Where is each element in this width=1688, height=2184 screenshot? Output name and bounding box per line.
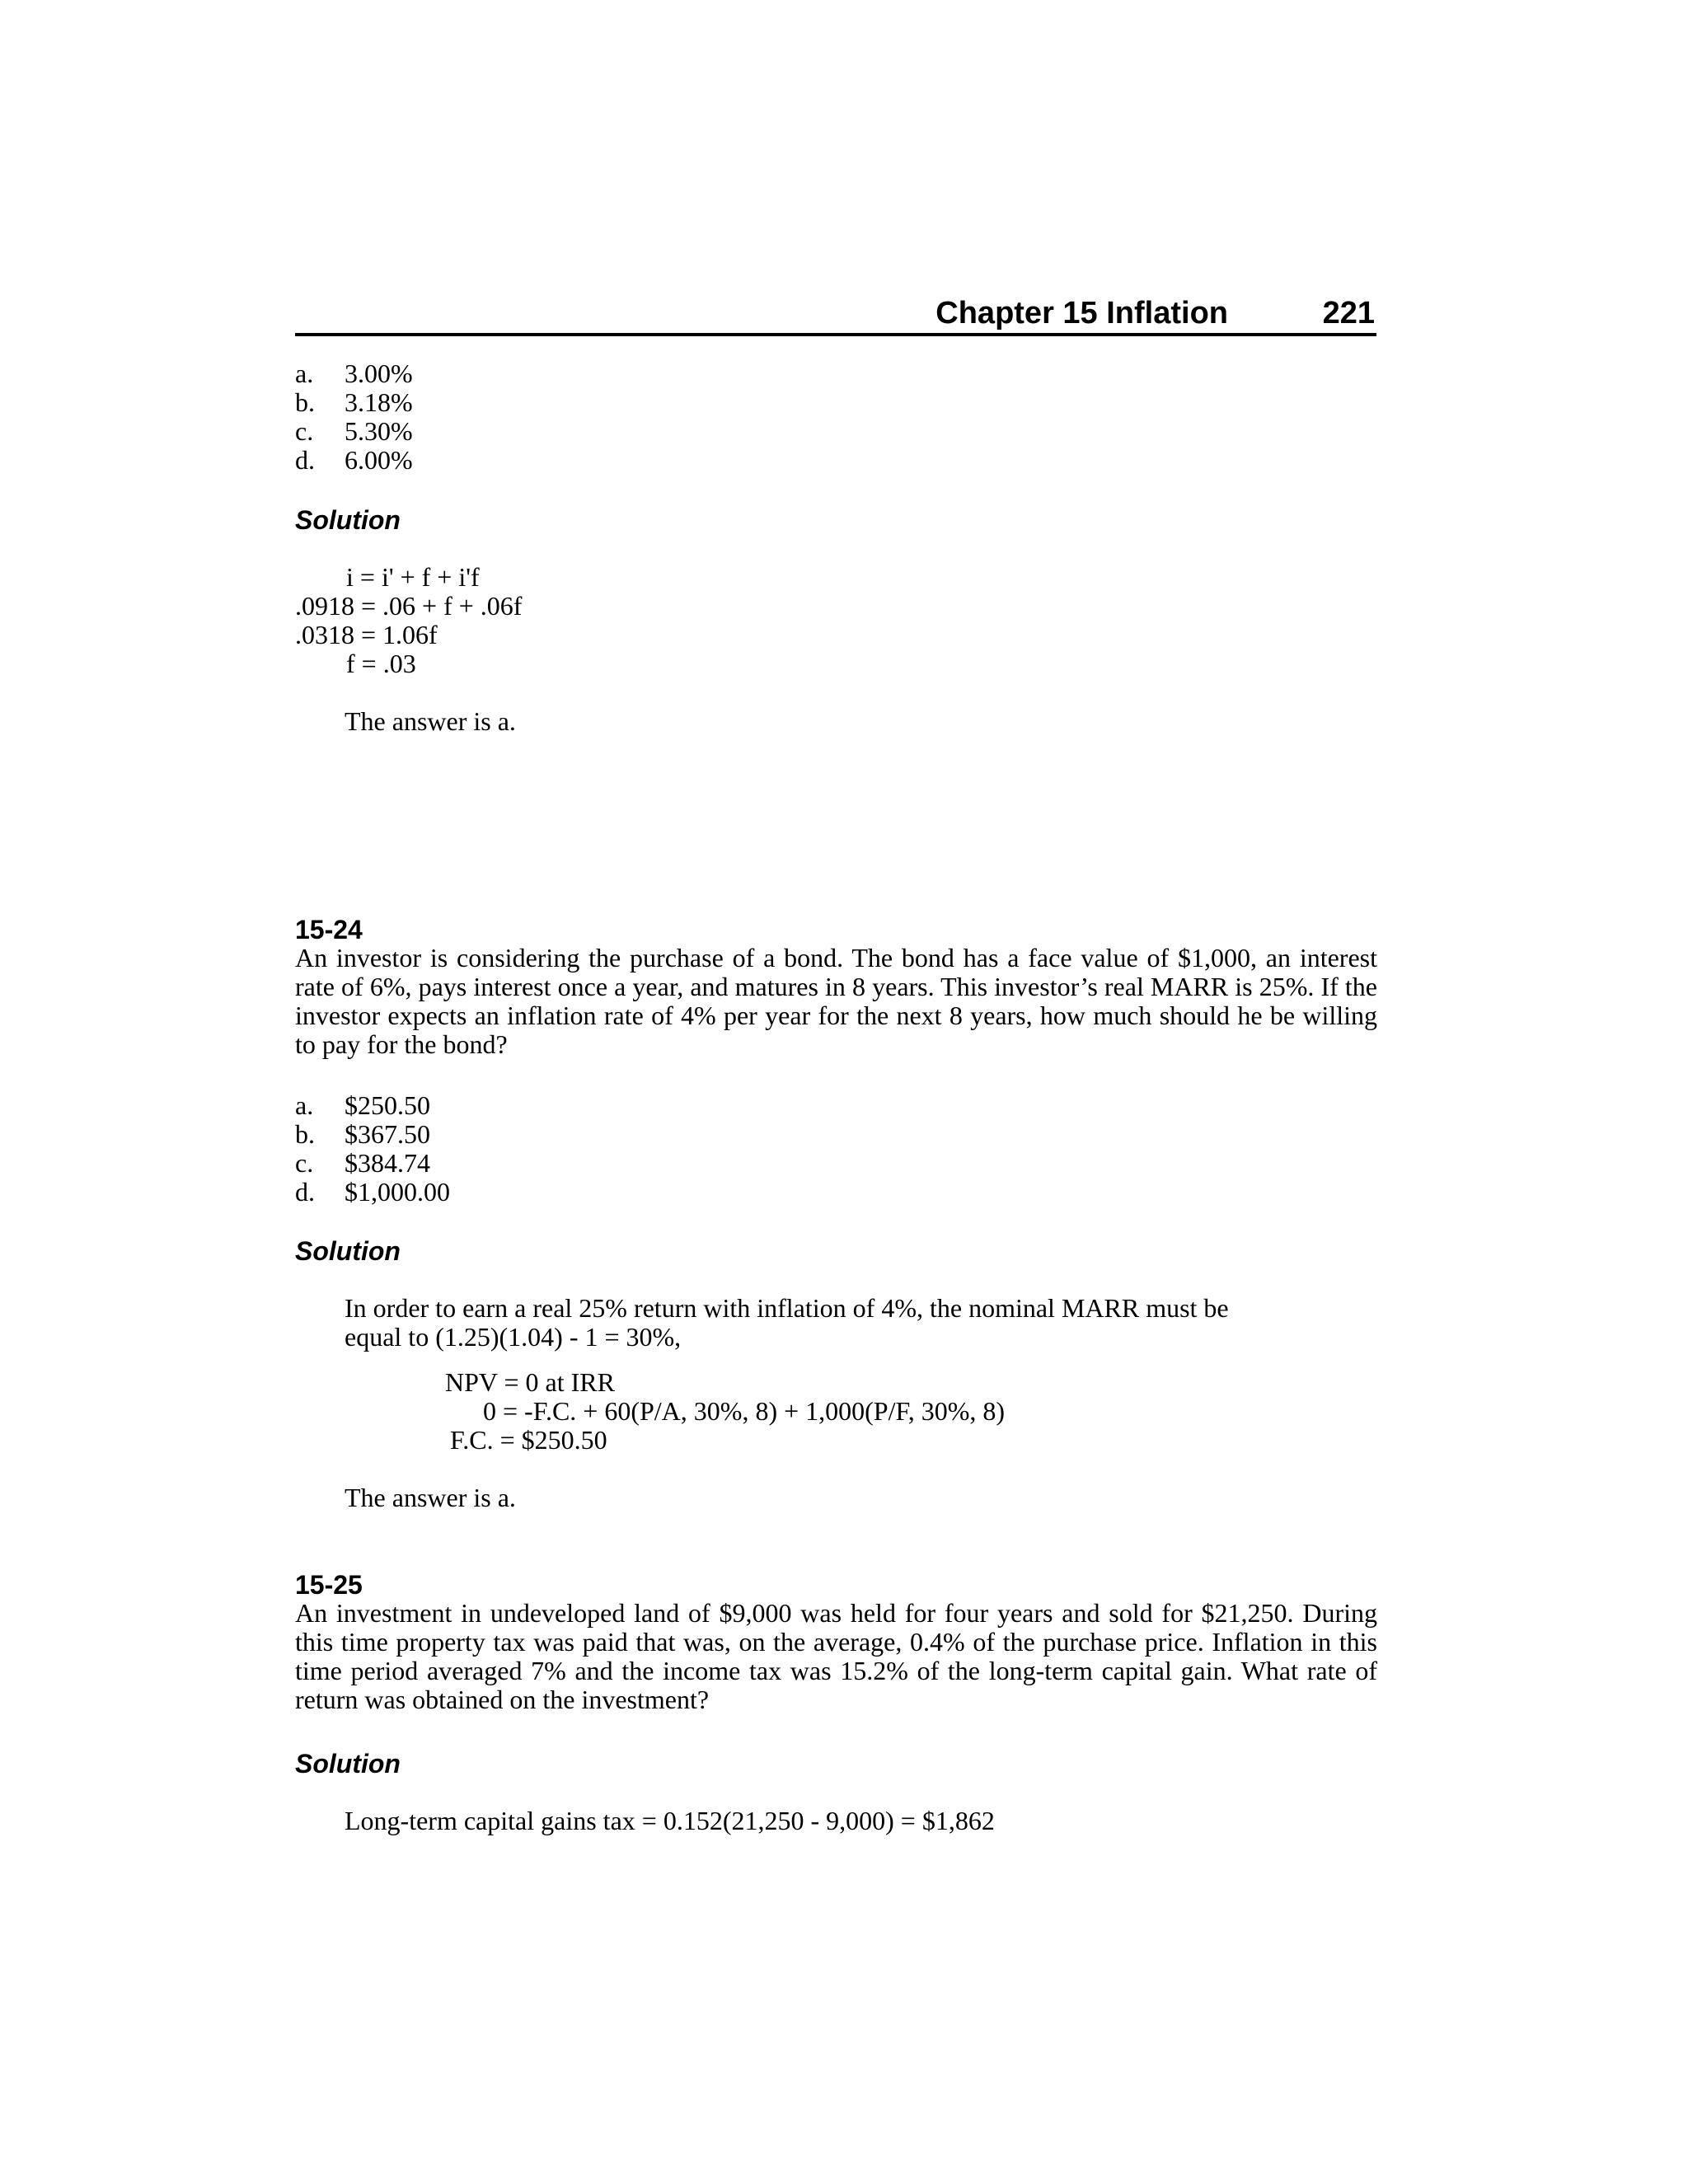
option-a: [295, 1091, 430, 1120]
option-text: 6.00%: [345, 445, 413, 475]
equation-line: .0318 = 1.06f: [295, 620, 438, 649]
problem-number: 15-25: [295, 1570, 363, 1600]
solution-text: In order to earn a real 25% return with inflation of 4%, the nominal MARR must be: [345, 1293, 1229, 1323]
solution-heading: Solution: [295, 1236, 401, 1266]
option-letter: d.: [295, 1177, 315, 1207]
solution-heading: Solution: [295, 1749, 401, 1779]
option-letter: c.: [295, 1148, 314, 1178]
option-d: [295, 1178, 450, 1207]
option-letter: c.: [295, 416, 314, 446]
page-number: 221: [1322, 296, 1375, 330]
option-c: [295, 417, 413, 446]
option-b: [295, 1120, 430, 1149]
option-letter: d.: [295, 445, 315, 475]
solution-text: equal to (1.25)(1.04) - 1 = 30%,: [345, 1322, 682, 1352]
equation-line: NPV = 0 at IRR: [445, 1367, 615, 1397]
problem-text: An investment in undeveloped land of $9,000 was held for four years and sold for $21,250. During this time property tax was paid that was, on the average, 0.4% of the purchase price. Inflation in this time period averaged 7% and the income tax was 15.2% of the long-term capital gain. What rate of return was obtained on the investment?: [295, 1598, 1377, 1714]
option-letter: a.: [295, 1090, 314, 1120]
answer-text: The answer is a.: [345, 706, 516, 736]
problem-number: 15-24: [295, 915, 363, 944]
option-text: 3.00%: [345, 359, 413, 388]
solution-text: Long-term capital gains tax = 0.152(21,250 - 9,000) = $1,862: [345, 1806, 995, 1835]
equation-line: 0 = -F.C. + 60(P/A, 30%, 8) + 1,000(P/F, 30%, 8): [483, 1396, 1006, 1426]
option-letter: a.: [295, 359, 314, 388]
option-text: 5.30%: [345, 416, 413, 446]
option-text: 3.18%: [345, 387, 413, 417]
option-text: $250.50: [345, 1090, 430, 1120]
equation-line: i = i' + f + i'f: [346, 562, 480, 592]
page-header: [295, 292, 1376, 336]
answer-text: The answer is a.: [345, 1483, 516, 1512]
option-text: $367.50: [345, 1119, 430, 1149]
option-letter: b.: [295, 1119, 315, 1149]
equation-line: .0918 = .06 + f + .06f: [295, 591, 523, 621]
option-text: $384.74: [345, 1148, 430, 1178]
equation-line: F.C. = $250.50: [450, 1425, 607, 1455]
option-a: [295, 359, 413, 388]
option-letter: b.: [295, 387, 315, 417]
option-d: [295, 446, 413, 475]
equation-line: f = .03: [346, 649, 416, 678]
option-c: [295, 1149, 430, 1178]
option-text: $1,000.00: [345, 1177, 450, 1207]
chapter-title: Chapter 15 Inflation: [935, 296, 1228, 330]
option-b: [295, 388, 413, 417]
problem-text: An investor is considering the purchase of a bond. The bond has a face value of $1,000, an interest rate of 6%, pays interest once a year, and matures in 8 years. This investor’s real MARR is 25%. If the investor expects an inflation rate of 4% per year for the next 8 years, how much should he be willing to pay for the bond?: [295, 943, 1377, 1059]
solution-heading: Solution: [295, 505, 401, 535]
